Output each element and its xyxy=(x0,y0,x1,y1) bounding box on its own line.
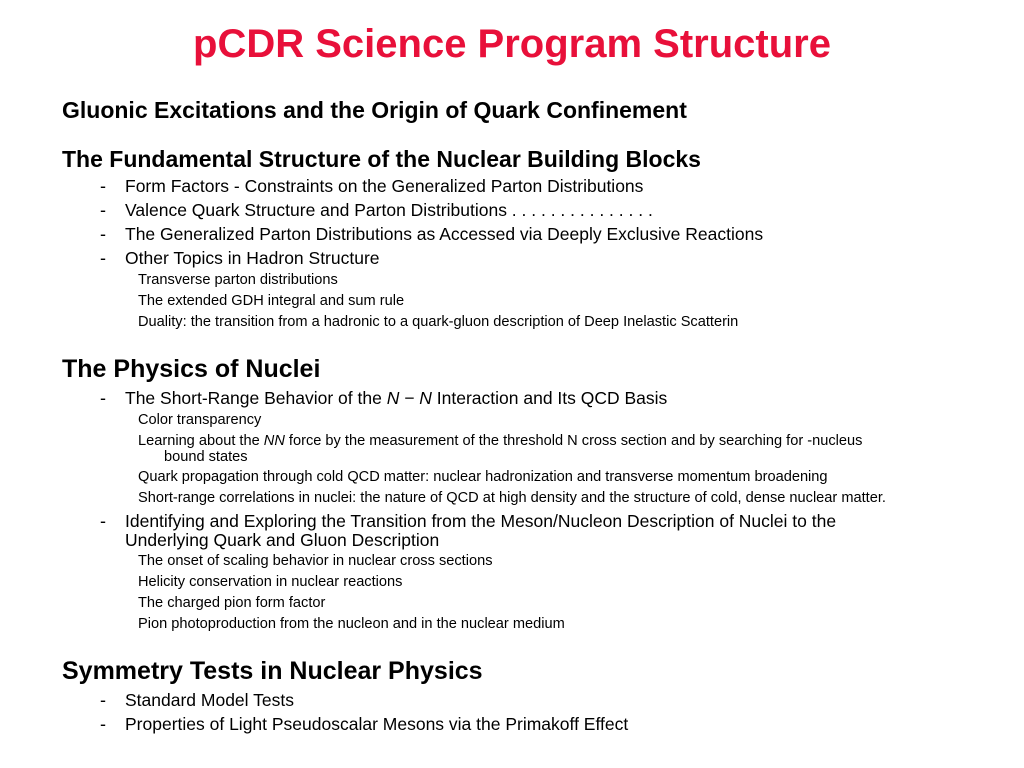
subitem-scaling: The onset of scaling behavior in nuclear cross sections xyxy=(138,553,493,569)
subitem-transverse: Transverse parton distributions xyxy=(138,272,338,288)
subitem-quark-propagation: Quark propagation through cold QCD matter: nuclear hadronization and transverse momentum broadening xyxy=(138,469,828,485)
bullet-short-range: The Short-Range Behavior of the N − N Interaction and Its QCD Basis xyxy=(125,388,668,408)
bullet-other-topics: Other Topics in Hadron Structure xyxy=(125,248,380,268)
bullet-marker: - xyxy=(100,200,106,220)
section-heading-symmetry: Symmetry Tests in Nuclear Physics xyxy=(62,657,483,685)
subitem-color-transparency: Color transparency xyxy=(138,412,262,428)
section-heading-gluonic: Gluonic Excitations and the Origin of Quark Confinement xyxy=(62,97,687,123)
page-title: pCDR Science Program Structure xyxy=(193,22,831,66)
bullet-valence-quark: Valence Quark Structure and Parton Distributions . . . . . . . . . . . . . . . xyxy=(125,200,653,220)
bullet-marker: - xyxy=(100,176,106,196)
bullet-form-factors: Form Factors - Constraints on the Generalized Parton Distributions xyxy=(125,176,644,196)
bullet-marker: - xyxy=(100,224,106,244)
bullet-identifying-transition: Identifying and Exploring the Transition from the Meson/Nucleon Description of Nuclei to the xyxy=(125,511,837,531)
bullet-identifying-transition-cont: Underlying Quark and Gluon Description xyxy=(125,530,440,550)
bullet-gpd-exclusive: The Generalized Parton Distributions as Accessed via Deeply Exclusive Reactions xyxy=(125,224,764,244)
subitem-gdh: The extended GDH integral and sum rule xyxy=(138,293,405,309)
subitem-duality: Duality: the transition from a hadronic to a quark-gluon description of Deep Inelastic Scatterin xyxy=(138,314,739,330)
bullet-marker: - xyxy=(100,714,106,734)
subitem-pion-form-factor: The charged pion form factor xyxy=(138,595,326,611)
bullet-standard-model: Standard Model Tests xyxy=(125,690,294,710)
subitem-helicity: Helicity conservation in nuclear reactions xyxy=(138,574,403,590)
section-heading-building-blocks: The Fundamental Structure of the Nuclear Building Blocks xyxy=(62,146,701,172)
bullet-marker: - xyxy=(100,511,106,531)
subitem-nn-force: Learning about the NN force by the measurement of the threshold N cross section and by searching for -nucleus xyxy=(138,433,863,449)
bullet-marker: - xyxy=(100,248,106,268)
section-heading-nuclei: The Physics of Nuclei xyxy=(62,355,321,383)
subitem-nn-force-cont: bound states xyxy=(164,449,248,465)
bullet-marker: - xyxy=(100,388,106,408)
bullet-primakoff: Properties of Light Pseudoscalar Mesons via the Primakoff Effect xyxy=(125,714,629,734)
subitem-pion-photoproduction: Pion photoproduction from the nucleon and in the nuclear medium xyxy=(138,616,565,632)
bullet-marker: - xyxy=(100,690,106,710)
subitem-short-range-correlations: Short-range correlations in nuclei: the nature of QCD at high density and the structure of cold, dense nuclear matter. xyxy=(138,490,886,506)
